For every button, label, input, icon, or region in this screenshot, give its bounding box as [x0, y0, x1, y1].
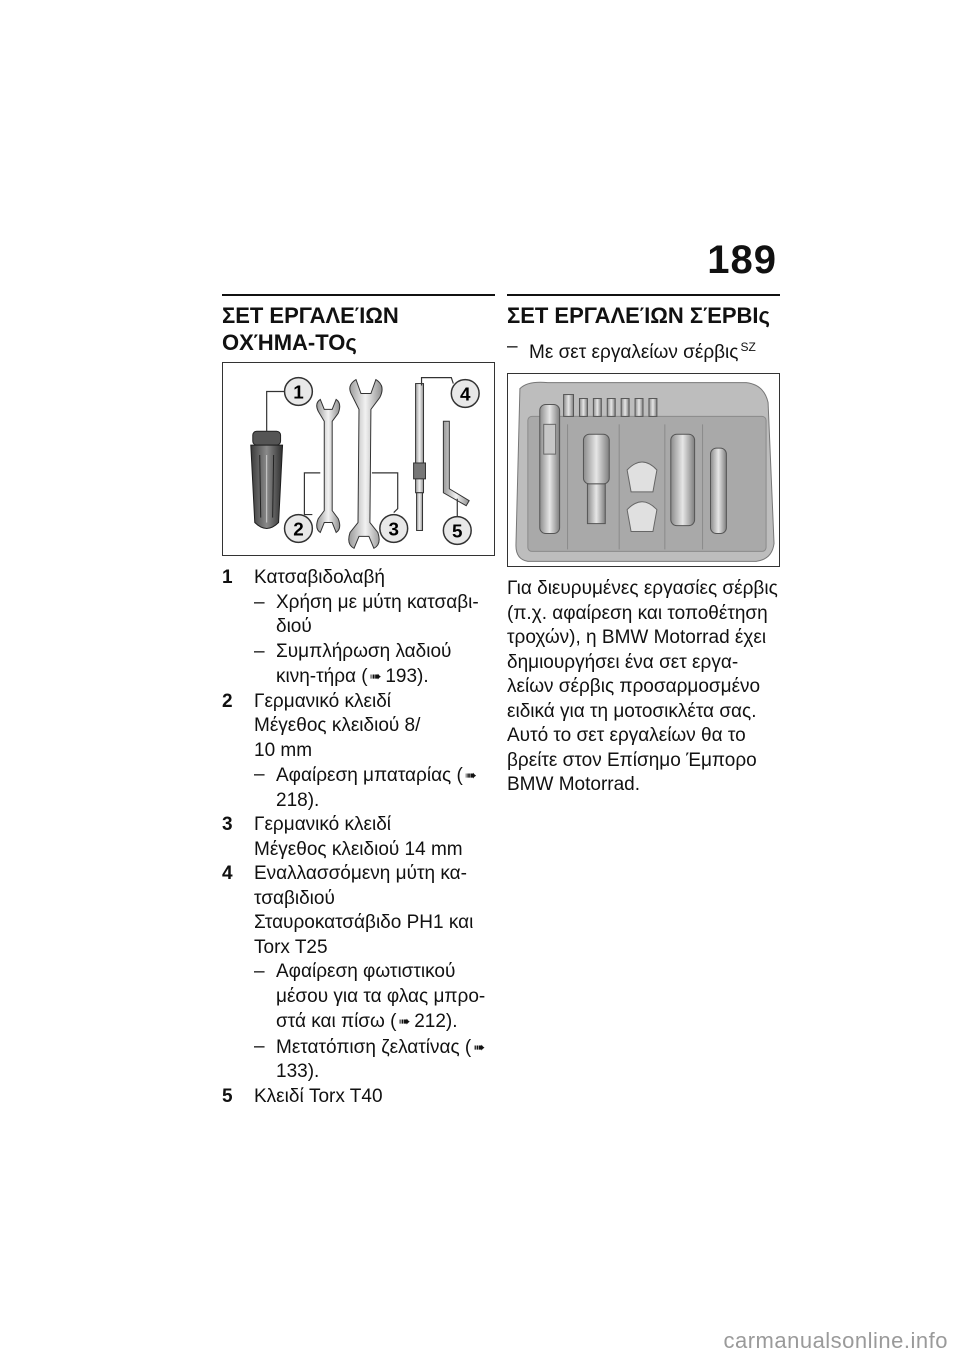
callout-4	[451, 380, 479, 408]
callout-1	[285, 378, 313, 406]
dash-icon: –	[254, 961, 265, 982]
sub-item-text: Αφαίρεση φωτιστικού μέσου για τα φλας μπρο-στά και πίσω	[276, 961, 486, 1032]
list-item	[222, 813, 495, 862]
service-kit-description: Για διευρυμένες εργασίες σέρβις (π.χ. αφαίρεση και τοποθέτηση τροχών), η BMW Motorrad έχει δημιουργήσει ένα σετ εργα-λείων σέρβις προσαρμοσμένο ειδικά για τη μοτοσικλέτα σας. Αυτό το σετ εργαλείων θα το βρείτε στον Επίσημο Έμπορο BMW Motorrad.	[507, 578, 778, 795]
item-line: Κλειδί Torx T40	[254, 1085, 383, 1107]
page-ref[interactable]: 218	[276, 789, 308, 811]
svg-text:2: 2	[293, 518, 304, 540]
tool-list	[222, 566, 495, 1109]
large-socket-icon	[671, 434, 695, 525]
punctuation: .	[452, 1011, 458, 1032]
svg-text:5: 5	[452, 520, 463, 542]
callout-5	[443, 517, 471, 545]
list-item	[222, 690, 495, 814]
page-ref[interactable]: 193	[385, 666, 418, 687]
watermark[interactable]: carmanualsonline.info	[723, 1328, 948, 1353]
page-ref-arrow-icon: ➠	[369, 668, 382, 684]
callout-2	[285, 515, 313, 543]
item-line: Γερμανικό κλειδί	[254, 814, 391, 835]
item-line: Κατσαβιδολαβή	[254, 567, 385, 588]
intro-line	[507, 335, 780, 365]
page-ref-arrow-icon: ➠	[398, 1013, 411, 1029]
service-kit-illustration	[508, 374, 779, 566]
sub-item-text: Συμπλήρωση λαδιού κινη-τήρα	[276, 640, 452, 687]
service-kit-image	[507, 373, 780, 567]
socket-tool-icon	[583, 434, 609, 523]
svg-text:1: 1	[293, 381, 304, 403]
item-number: 4	[222, 863, 233, 884]
option-code: SZ	[740, 340, 756, 354]
screwdriver-bit-icon	[414, 384, 426, 531]
list-item	[222, 862, 495, 1085]
item-line: Μέγεθος κλειδιού 14 mm	[254, 838, 463, 860]
axle-tool-icon	[711, 448, 727, 533]
toolkit-illustration	[223, 363, 494, 555]
dash-icon: –	[254, 1035, 265, 1057]
punctuation: .	[423, 666, 429, 687]
list-item	[222, 1085, 495, 1110]
dash-icon: –	[254, 764, 265, 785]
page-ref[interactable]: 133	[276, 1061, 308, 1082]
page-number: 189	[707, 238, 777, 282]
item-number: 2	[222, 690, 233, 712]
sub-item-text: Αφαίρεση μπαταρίας	[276, 765, 452, 786]
sub-item: – Μετατόπιση ζελατίνας ( ➠133).	[254, 1035, 485, 1082]
screwdriver-handle-icon	[251, 431, 283, 528]
sub-item: – Αφαίρεση φωτιστικού μέσου για τα φλας μπρο-στά και πίσω ( ➠ 212).	[254, 961, 486, 1032]
svg-text:3: 3	[388, 518, 399, 540]
list-item	[222, 566, 495, 690]
item-line: Σταυροκατσάβιδο PH1 και Torx T25	[254, 912, 474, 958]
long-extension-icon	[540, 404, 560, 533]
section-rule	[222, 294, 495, 296]
section-title: ΣΕΤ ΕΡΓΑΛΕΊΩΝ ΟΧΉΜΑ-ΤΟς	[222, 303, 399, 355]
torx-key-icon	[443, 421, 469, 505]
sub-item: – Αφαίρεση μπαταρίας ( ➠218).	[254, 764, 477, 811]
vehicle-toolkit-section	[222, 294, 495, 1109]
item-line: Μέγεθος κλειδιού 8/	[254, 715, 421, 736]
sub-item-text: Χρήση με μύτη κατσαβι-διού	[276, 591, 479, 637]
page-ref[interactable]: 212	[414, 1011, 446, 1032]
sub-item	[254, 591, 495, 640]
small-spanner-icon	[317, 399, 340, 532]
dash-icon: –	[507, 336, 518, 357]
item-line: Γερμανικό κλειδί	[254, 690, 391, 712]
section-title: ΣΕΤ ΕΡΓΑΛΕΊΩΝ ΣΈΡΒΙς	[507, 303, 770, 328]
toolkit-image	[222, 362, 495, 556]
intro-text: Με σετ εργαλείων σέρβις	[529, 342, 739, 363]
item-number: 5	[222, 1085, 233, 1107]
callout-3	[380, 515, 408, 543]
sub-item: – Συμπλήρωση λαδιού κινη-τήρα ( ➠ 193).	[254, 640, 452, 687]
page-ref-arrow-icon: ➠	[473, 1038, 485, 1055]
dash-icon: –	[254, 591, 265, 613]
svg-text:4: 4	[459, 383, 471, 405]
punctuation: .	[314, 789, 320, 811]
section-rule	[507, 294, 780, 296]
punctuation: .	[314, 1061, 320, 1082]
sub-item-text: Μετατόπιση ζελατίνας	[276, 1036, 460, 1058]
large-spanner-icon	[349, 380, 382, 549]
dash-icon: –	[254, 640, 265, 662]
service-toolkit-section	[507, 294, 780, 798]
item-number: 1	[222, 567, 233, 588]
item-line: 10 mm	[254, 739, 313, 761]
item-number: 3	[222, 814, 233, 835]
page-ref-arrow-icon: ➠	[464, 767, 477, 783]
item-line: Εναλλασσόμενη μύτη κα-τσαβιδιού	[254, 863, 467, 909]
